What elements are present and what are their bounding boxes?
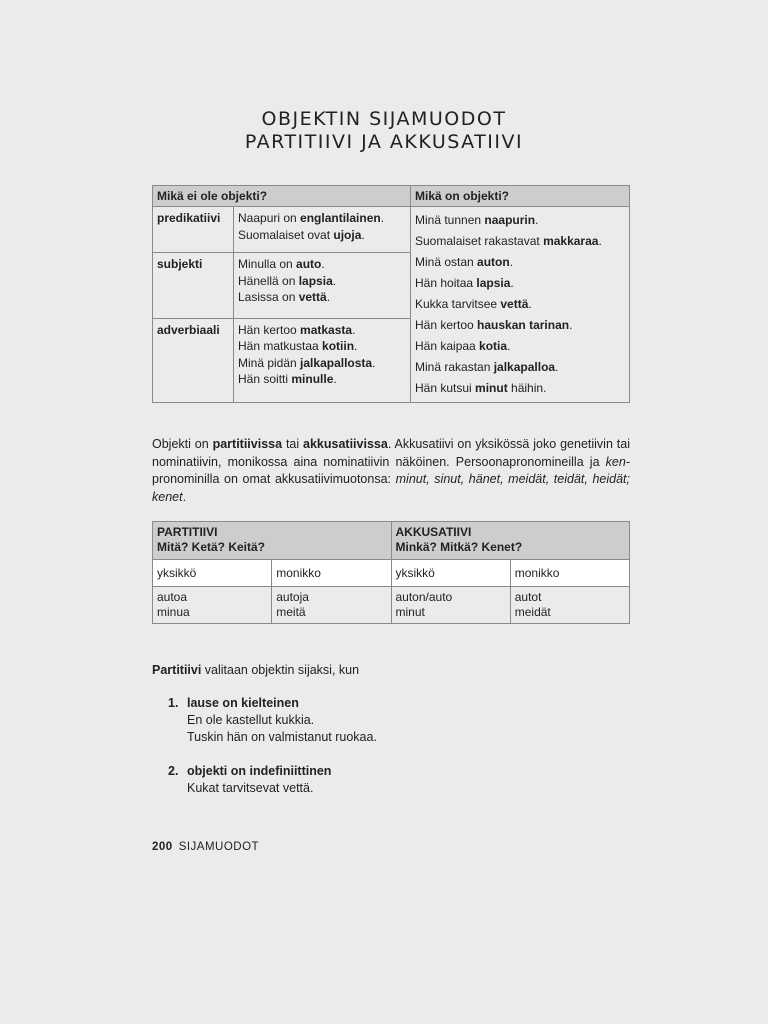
text-run: kotia — [479, 339, 508, 353]
text-run: . — [510, 276, 514, 290]
text-run: Partitiivi — [152, 663, 202, 677]
text-run: hauskan tarinan — [477, 318, 570, 332]
text-run: . — [321, 257, 325, 272]
example-line — [415, 315, 625, 336]
text-run: jalkapallosta — [300, 355, 373, 370]
partitive-singular-forms — [153, 587, 272, 624]
example-line — [238, 289, 406, 306]
text-run: kotiin — [322, 339, 355, 354]
text-run: Hän matkustaa — [238, 339, 323, 354]
example-line — [238, 227, 406, 244]
accusative-singular-forms — [391, 587, 510, 624]
form: autoa — [157, 590, 188, 604]
text-run: minut — [475, 381, 508, 395]
text-run: . — [535, 213, 539, 227]
examples-predikatiivi — [234, 207, 411, 253]
form: minua — [157, 605, 190, 619]
text-run: minulle — [291, 372, 334, 387]
examples-subjekti — [234, 253, 411, 318]
text-run: jalkapalloa — [493, 360, 556, 374]
text-run: häihin. — [507, 381, 547, 395]
example-line — [415, 273, 625, 294]
accusative-questions: Minkä? Mitkä? Kenet? — [395, 540, 523, 554]
text-run: Hän kutsui — [415, 381, 476, 395]
text-run: lapsia — [298, 273, 333, 288]
text-run: . — [361, 227, 365, 242]
partitive-plural-forms — [272, 587, 391, 624]
page-footer — [152, 841, 259, 853]
text-run: Minä ostan — [415, 255, 478, 269]
text-run: naapurin — [484, 213, 536, 227]
text-run: . — [598, 234, 602, 248]
example-line — [415, 336, 625, 357]
form: meitä — [276, 605, 306, 619]
text-run: Suomalaiset ovat — [238, 227, 334, 242]
example-line — [238, 256, 406, 273]
text-run: Minä rakastan — [415, 360, 494, 374]
example-line — [238, 210, 406, 227]
text-run: auton — [477, 255, 510, 269]
text-run: . — [569, 318, 573, 332]
text-run: lapsia — [476, 276, 511, 290]
text-run: Hän kaipaa — [415, 339, 480, 353]
partitive-title: PARTITIIVI — [157, 525, 218, 539]
text-run: makkaraa — [543, 234, 599, 248]
object-table — [152, 185, 630, 403]
text-run: Hän kertoo — [238, 322, 301, 337]
text-run: Hänellä on — [238, 273, 299, 288]
text-run: minut, sinut, hänet, meidät, teidät, heidät; kenet — [152, 472, 630, 504]
text-run: . — [354, 339, 358, 354]
partitive-intro — [152, 663, 359, 677]
text-run: . — [380, 211, 385, 225]
form: autot — [514, 590, 542, 604]
example-line — [415, 252, 625, 273]
text-run: . — [528, 297, 532, 311]
rule-example: En ole kastellut kukkia. — [187, 713, 315, 727]
text-run: . — [332, 273, 337, 288]
row-label-adverbiaali: adverbiaali — [153, 318, 234, 402]
example-line — [238, 355, 406, 372]
text-run: tai — [282, 437, 304, 451]
page-title-line-2: PARTITIIVI JA AKKUSATIIVI — [244, 131, 524, 153]
text-run: . Akkusatiivi on yksikössä joko genetiivin tai nominatiivin, monikossa aina nominatiivin näköinen. Persoonapronomineilla ja — [152, 437, 630, 469]
example-line — [238, 371, 406, 388]
text-run: vettä — [500, 297, 529, 311]
example-line — [415, 378, 625, 399]
form: autoja — [276, 590, 309, 604]
example-line — [238, 322, 406, 339]
text-run: ujoja — [333, 227, 362, 242]
explanation-paragraph — [152, 436, 630, 506]
text-run: Minä pidän — [238, 355, 301, 370]
text-run: . — [333, 372, 337, 387]
rule-heading: objekti on indefiniittinen — [187, 764, 332, 778]
text-run: . — [372, 355, 376, 370]
text-run: vettä — [298, 290, 327, 305]
object-examples — [411, 207, 630, 403]
header-not-object: Mikä ei ole objekti? — [153, 186, 411, 207]
text-run: . — [352, 322, 356, 337]
sub-header-singular: yksikkö — [391, 560, 510, 587]
example-line — [415, 210, 625, 231]
rule-number: 1. — [168, 696, 179, 710]
partitive-header — [153, 522, 392, 560]
text-run: partitiivissa — [212, 437, 283, 451]
text-run: englantilainen — [300, 211, 381, 225]
rule-example: Tuskin hän on valmistanut ruokaa. — [187, 730, 377, 744]
page-number: 200 — [152, 841, 173, 853]
example-line — [238, 338, 406, 355]
partitive-questions: Mitä? Ketä? Keitä? — [157, 540, 266, 554]
rule-number: 2. — [168, 764, 179, 778]
text-run: Objekti on — [152, 437, 213, 451]
example-line — [238, 273, 406, 290]
text-run: . — [509, 255, 514, 269]
rule-example: Kukat tarvitsevat vettä. — [187, 781, 314, 795]
row-label-subjekti: subjekti — [153, 253, 234, 318]
rule-item-2 — [168, 763, 331, 797]
text-run: -pronominilla on omat akkusatiivimuotonsa: — [152, 454, 630, 486]
text-run: ken — [605, 454, 626, 469]
accusative-header — [391, 522, 630, 560]
accusative-title: AKKUSATIIVI — [395, 525, 472, 539]
examples-adverbiaali — [234, 318, 411, 402]
text-run: . — [555, 360, 559, 374]
sub-header-singular: yksikkö — [153, 560, 272, 587]
text-run: matkasta — [300, 322, 353, 337]
form: meidät — [514, 605, 551, 619]
text-run: Lasissa on — [238, 290, 299, 305]
text-run: Hän soitti — [238, 372, 292, 387]
sub-header-plural: monikko — [272, 560, 391, 587]
text-run: akkusatiivissa — [303, 437, 388, 451]
example-line — [415, 231, 625, 252]
section-name: SIJAMUODOT — [178, 841, 260, 853]
text-run: . — [326, 290, 331, 305]
text-run: Suomalaiset rakastavat — [415, 234, 544, 248]
header-is-object: Mikä on objekti? — [411, 186, 630, 207]
case-forms-table — [152, 521, 630, 624]
text-run: Hän kertoo — [415, 318, 478, 332]
rule-item-1 — [168, 695, 377, 746]
text-run: . — [507, 339, 511, 353]
accusative-plural-forms — [510, 587, 629, 624]
rule-heading: lause on kielteinen — [187, 696, 299, 710]
form: auton/auto — [395, 590, 453, 604]
page-title-line-1: OBJEKTIN SIJAMUODOT — [261, 108, 507, 130]
text-run: Naapuri on — [238, 211, 301, 225]
text-run: . — [182, 489, 187, 504]
text-run: Hän hoitaa — [415, 276, 477, 290]
form: minut — [395, 605, 425, 619]
sub-header-plural: monikko — [510, 560, 629, 587]
example-line — [415, 294, 625, 315]
text-run: auto — [296, 257, 322, 272]
example-line — [415, 357, 625, 378]
row-label-predikatiivi: predikatiivi — [153, 207, 234, 253]
text-run: valitaan objektin sijaksi, kun — [201, 663, 360, 677]
text-run: Minä tunnen — [415, 213, 485, 227]
text-run: Kukka tarvitsee — [415, 297, 501, 311]
text-run: Minulla on — [238, 257, 297, 272]
